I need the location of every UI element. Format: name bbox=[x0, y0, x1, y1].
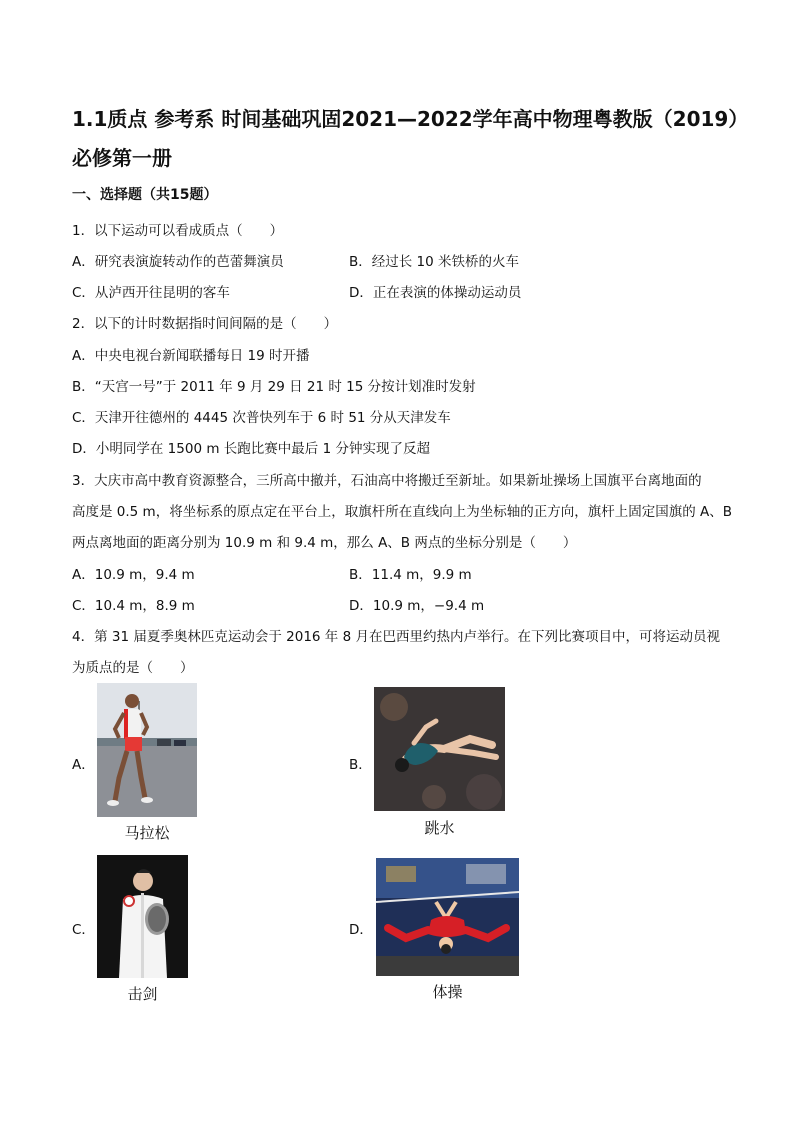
q4-option-a-label[interactable]: A． bbox=[72, 757, 95, 773]
q3-option-a[interactable]: A．10.9 m，9.4 m bbox=[72, 567, 195, 583]
q4-option-b-caption: 跳水 bbox=[424, 819, 455, 837]
q4-option-a-caption: 马拉松 bbox=[124, 824, 170, 842]
q3-stem-line3: 两点离地面的距离分别为 10.9 m 和 9.4 m，那么 A、B 两点的坐标分别是（ ） bbox=[72, 535, 577, 551]
q3-option-d[interactable]: D．10.9 m，−9.4 m bbox=[349, 598, 485, 614]
q4-option-b-label[interactable]: B． bbox=[349, 757, 372, 773]
q4-option-c-caption: 击剑 bbox=[127, 985, 158, 1003]
q4-option-c-label[interactable]: C． bbox=[72, 922, 95, 938]
page-title: 1.1质点 参考系 时间基础巩固2021—2022学年高中物理粤教版（2019）必修第一册 bbox=[72, 107, 749, 170]
q4-option-d-caption: 体操 bbox=[432, 983, 463, 1001]
q3-option-c[interactable]: C．10.4 m，8.9 m bbox=[72, 598, 195, 614]
marathon-runner-icon bbox=[97, 683, 197, 817]
q1-option-c[interactable]: C．从泸西开往昆明的客车 bbox=[72, 285, 230, 301]
q2-option-c[interactable]: C．天津开往德州的 4445 次普快列车于 6 时 51 分从天津发车 bbox=[72, 410, 451, 426]
q2-option-d[interactable]: D．小明同学在 1500 m 长跑比赛中最后 1 分钟实现了反超 bbox=[72, 441, 430, 457]
q2-option-a[interactable]: A．中央电视台新闻联播每日 19 时开播 bbox=[72, 348, 310, 364]
q1-stem: 1．以下运动可以看成质点（ ） bbox=[72, 223, 284, 239]
fencer-icon bbox=[97, 855, 188, 978]
q1-option-b[interactable]: B．经过长 10 米铁桥的火车 bbox=[349, 254, 520, 270]
q4-stem-line1: 4．第 31 届夏季奥林匹克运动会于 2016 年 8 月在巴西里约热内卢举行。在下列比赛项目中，可将运动员视 bbox=[72, 629, 720, 645]
q3-stem-line2: 高度是 0.5 m，将坐标系的原点定在平台上，取旗杆所在直线向上为坐标轴的正方向，旗杆上固定国旗的 A、B bbox=[72, 504, 732, 520]
gymnast-icon bbox=[376, 858, 519, 976]
q2-option-b[interactable]: B．“天宫一号”于 2011 年 9 月 29 日 21 时 15 分按计划准时发射 bbox=[72, 379, 476, 395]
gymnastics-image[interactable] bbox=[376, 858, 519, 976]
q1-option-a[interactable]: A．研究表演旋转动作的芭蕾舞演员 bbox=[72, 254, 284, 270]
q1-option-d[interactable]: D．正在表演的体操动运动员 bbox=[349, 285, 522, 301]
diving-image[interactable] bbox=[374, 687, 505, 811]
q2-stem: 2．以下的计时数据指时间间隔的是（ ） bbox=[72, 316, 338, 332]
q4-option-d-label[interactable]: D． bbox=[349, 922, 373, 938]
q4-stem-line2: 为质点的是（ ） bbox=[72, 660, 194, 676]
marathon-image[interactable] bbox=[97, 683, 197, 817]
q3-option-b[interactable]: B．11.4 m，9.9 m bbox=[349, 567, 472, 583]
diver-icon bbox=[374, 687, 505, 811]
fencing-image[interactable] bbox=[97, 855, 188, 978]
q3-stem-line1: 3．大庆市高中教育资源整合，三所高中撤并，石油高中将搬迁至新址。如果新址操场上国旗平台离地面的 bbox=[72, 473, 702, 489]
section-heading: 一、选择题（共15题） bbox=[72, 187, 218, 203]
